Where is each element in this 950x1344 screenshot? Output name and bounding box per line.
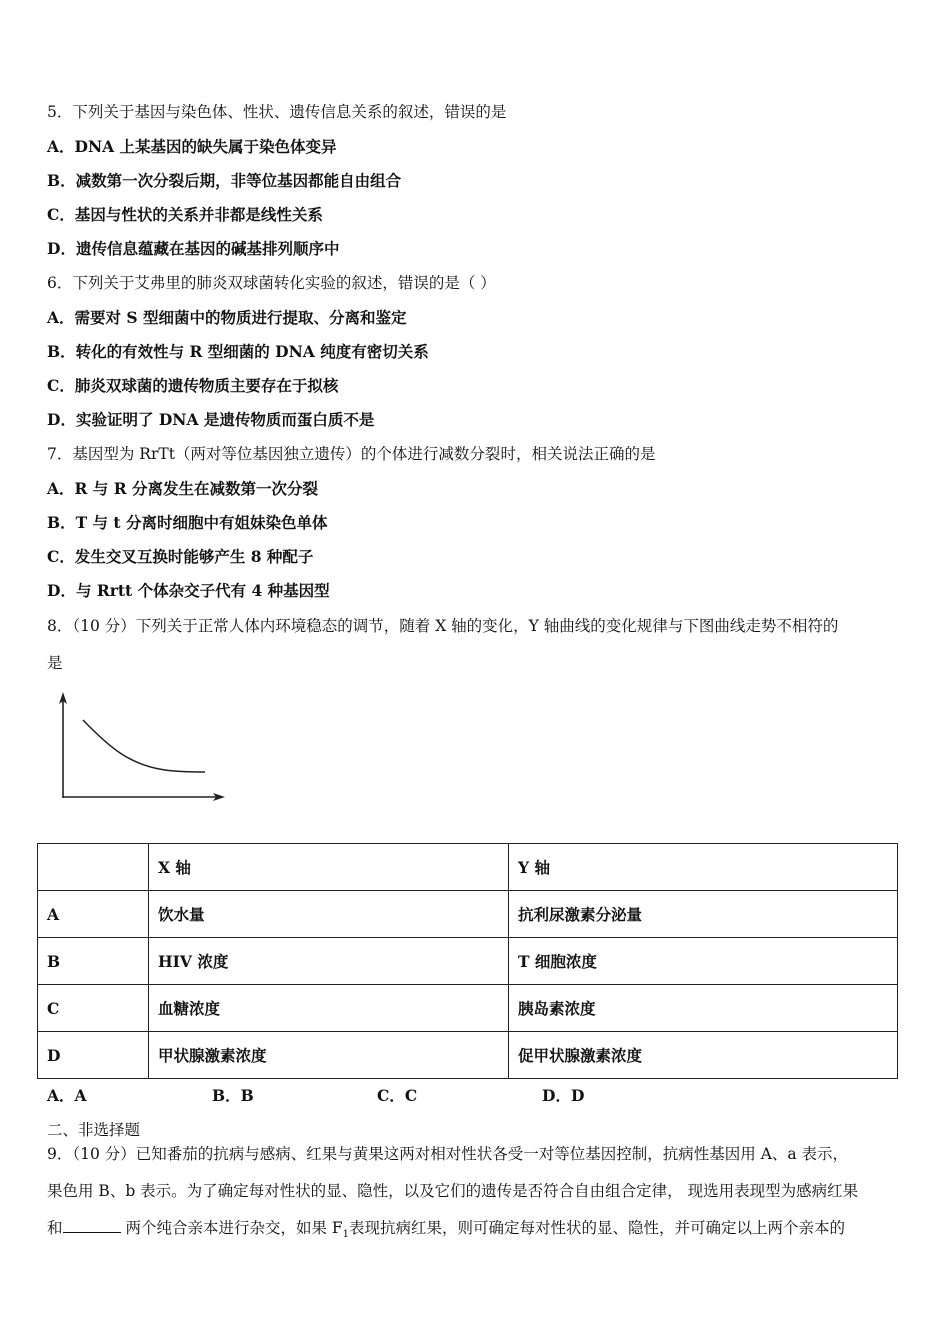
table-cell: D <box>38 1032 149 1079</box>
q5-option-a: A．DNA 上某基因的缺失属于染色体变异 <box>47 137 337 156</box>
table-row <box>38 891 898 938</box>
table-cell: C <box>38 985 149 1032</box>
q7-option-d: D．与 Rrtt 个体杂交子代有 4 种基因型 <box>47 581 330 600</box>
table-cell: T 细胞浓度 <box>509 938 898 985</box>
table-cell: A <box>38 891 149 938</box>
q5-option-c: C．基因与性状的关系并非都是线性关系 <box>47 205 323 224</box>
decreasing-curve <box>83 720 205 772</box>
table-cell: B <box>38 938 149 985</box>
q8-choice-b: B．B <box>212 1086 254 1105</box>
decay-curve-figure <box>55 690 230 802</box>
table-header-cell <box>38 844 149 891</box>
table-cell: 血糖浓度 <box>149 985 509 1032</box>
q8-choice-a: A．A <box>47 1086 87 1105</box>
q5-option-d: D．遗传信息蕴藏在基因的碱基排列顺序中 <box>47 239 340 258</box>
table-cell: 胰岛素浓度 <box>509 985 898 1032</box>
q7-option-b: B．T 与 t 分离时细胞中有姐妹染色单体 <box>47 513 328 532</box>
q6-option-a: A．需要对 S 型细菌中的物质进行提取、分离和鉴定 <box>47 308 407 327</box>
q8-choice-c: C．C <box>377 1086 418 1105</box>
table-row <box>38 938 898 985</box>
table-header-cell: Y 轴 <box>509 844 898 891</box>
q6-option-c: C．肺炎双球菌的遗传物质主要存在于拟核 <box>47 376 339 395</box>
q8-choice-d: D．D <box>542 1086 585 1105</box>
q9-line1: 9．（10 分）已知番茄的抗病与感病、红果与黄果这两对相对性状各受一对等位基因控制，抗病性基因用 A、a 表示， <box>47 1145 849 1163</box>
table-header-row <box>38 844 898 891</box>
q5-option-b: B．减数第一次分裂后期，非等位基因都能自由组合 <box>47 171 402 190</box>
q8-stem-line2: 是 <box>47 654 63 672</box>
answer-blank[interactable] <box>63 1218 121 1233</box>
q7-option-a: A．R 与 R 分离发生在减数第一次分裂 <box>47 479 318 498</box>
q7-option-c: C．发生交叉互换时能够产生 8 种配子 <box>47 547 314 566</box>
q9-line3-sub: 1 <box>342 1229 350 1241</box>
q9-line3 <box>47 1217 845 1246</box>
q7-stem: 7．基因型为 RrTt（两对等位基因独立遗传）的个体进行减数分裂时，相关说法正确的是 <box>47 445 656 463</box>
table-header-cell: X 轴 <box>149 844 509 891</box>
table-cell: 甲状腺激素浓度 <box>149 1032 509 1079</box>
table-cell: HIV 浓度 <box>149 938 509 985</box>
q8-table <box>37 843 898 1079</box>
table-row <box>38 1032 898 1079</box>
q9-line2: 果色用 B、b 表示。为了确定每对性状的显、隐性，以及它们的遗传是否符合自由组合定律， 现选用表现型为感病红果 <box>47 1182 859 1200</box>
table-cell: 饮水量 <box>149 891 509 938</box>
table-cell: 促甲状腺激素浓度 <box>509 1032 898 1079</box>
q9-line3-pre: 和 <box>47 1219 63 1237</box>
q6-option-d: D．实验证明了 DNA 是遗传物质而蛋白质不是 <box>47 410 375 429</box>
section-title: 二、非选择题 <box>47 1121 141 1139</box>
q8-stem-line1: 8．（10 分）下列关于正常人体内环境稳态的调节，随着 X 轴的变化，Y 轴曲线的变化规律与下图曲线走势不相符的 <box>47 617 839 635</box>
table-row <box>38 985 898 1032</box>
q6-stem: 6．下列关于艾弗里的肺炎双球菌转化实验的叙述，错误的是（ ） <box>47 274 496 292</box>
q9-line3-mid: 两个纯合亲本进行杂交，如果 F <box>120 1219 343 1237</box>
q6-option-b: B．转化的有效性与 R 型细菌的 DNA 纯度有密切关系 <box>47 342 429 361</box>
q9-line3-post: 表现抗病红果，则可确定每对性状的显、隐性，并可确定以上两个亲本的 <box>349 1219 846 1237</box>
table-cell: 抗利尿激素分泌量 <box>509 891 898 938</box>
q5-stem: 5．下列关于基因与染色体、性状、遗传信息关系的叙述，错误的是 <box>47 103 507 121</box>
